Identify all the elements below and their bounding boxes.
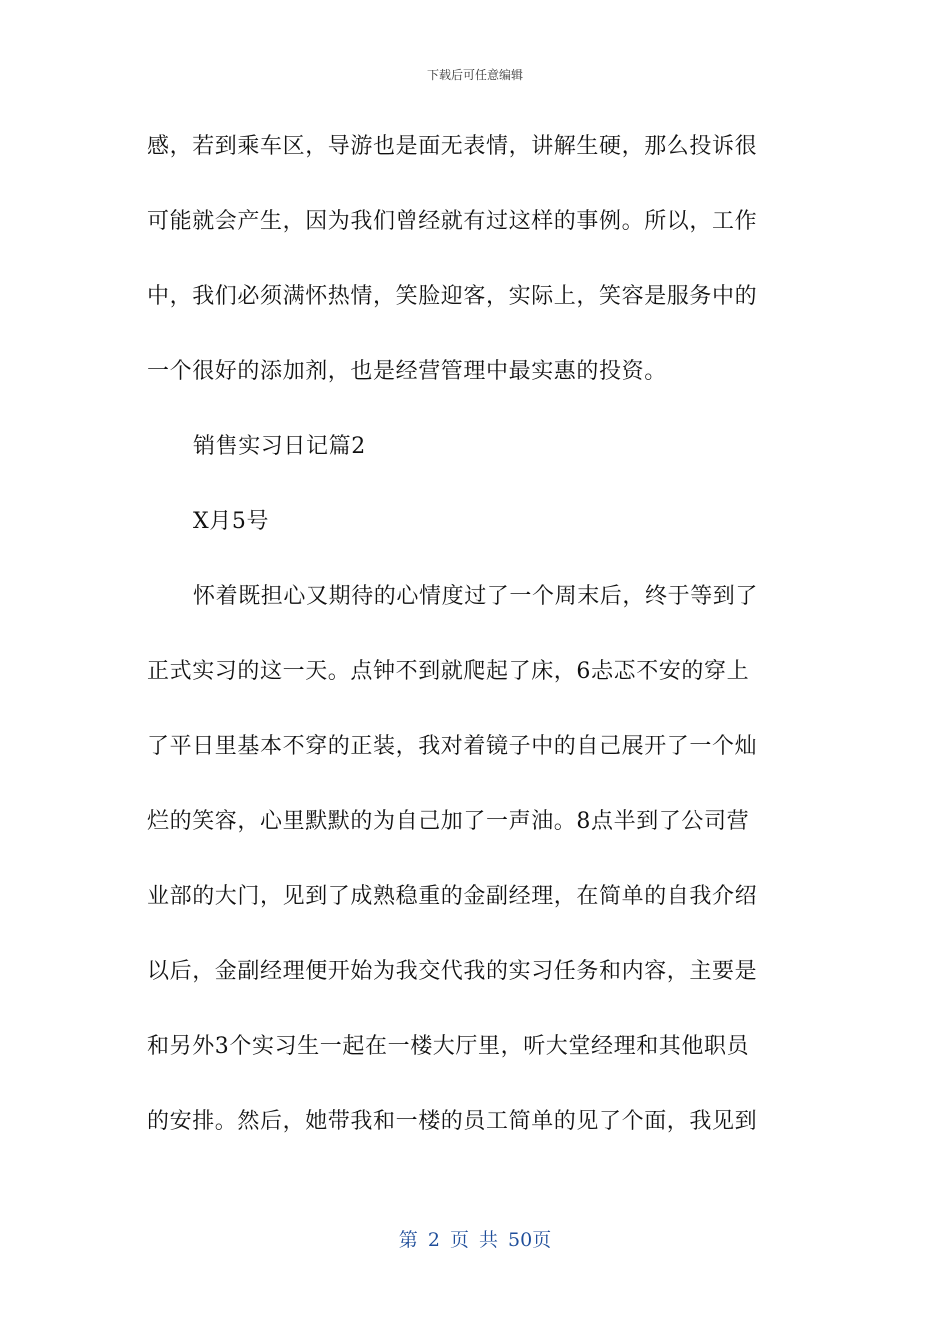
text-line: 正式实习的这一天。点钟不到就爬起了床，6忐忑不安的穿上 — [147, 659, 750, 684]
text-line: 中，我们必须满怀热情，笑脸迎客，实际上，笑容是服务中的 — [147, 284, 758, 309]
text-line: 以后，金副经理便开始为我交代我的实习任务和内容，主要是 — [147, 959, 758, 984]
page-header: 下载后可任意编辑 — [426, 68, 523, 82]
text-line: 一个很好的添加剂，也是经营管理中最实惠的投资。 — [147, 359, 667, 384]
text-line: 了平日里基本不穿的正装，我对着镜子中的自己展开了一个灿 — [147, 734, 758, 759]
text-line: 的安排。然后，她带我和一楼的员工简单的见了个面，我见到 — [147, 1109, 758, 1134]
page-number: 第 2 页 共 50页 — [398, 1229, 552, 1251]
section-title: 销售实习日记篇2 — [193, 434, 366, 459]
text-line: 感，若到乘车区，导游也是面无表情，讲解生硬，那么投诉很 — [147, 134, 758, 159]
document-body — [147, 124, 797, 1174]
diary-date: X月5号 — [193, 509, 270, 534]
text-line: 烂的笑容，心里默默的为自己加了一声油。8点半到了公司营 — [147, 809, 750, 834]
text-line: 怀着既担心又期待的心情度过了一个周末后，终于等到了 — [193, 584, 759, 609]
text-line: 可能就会产生，因为我们曾经就有过这样的事例。所以，工作 — [147, 209, 758, 234]
text-line: 业部的大门，见到了成熟稳重的金副经理，在简单的自我介绍 — [147, 884, 758, 909]
text-line: 和另外3个实习生一起在一楼大厅里，听大堂经理和其他职员 — [147, 1034, 750, 1059]
